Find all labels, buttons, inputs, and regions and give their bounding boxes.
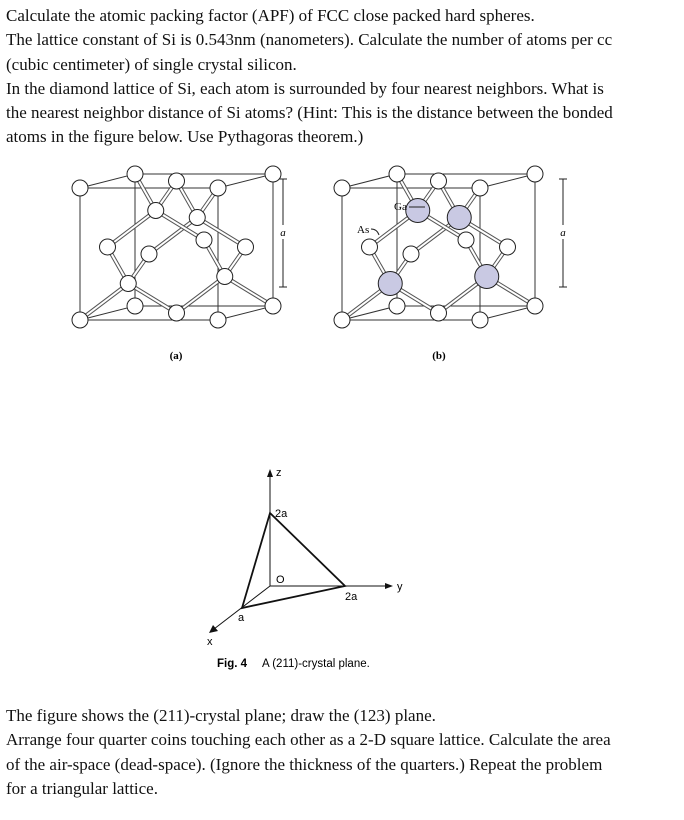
- atom: [127, 298, 143, 314]
- atom: [334, 180, 350, 196]
- question-line: for a triangular lattice.: [6, 778, 158, 798]
- ga-atom: [378, 272, 402, 296]
- question-line: (cubic centimeter) of single crystal silicon.: [6, 54, 297, 74]
- cube-edge: [80, 174, 135, 188]
- ga-atom: [475, 265, 499, 289]
- atom: [403, 246, 419, 262]
- question-line: Calculate the atomic packing factor (APF) of FCC close packed hard spheres.: [6, 6, 535, 25]
- cube-edge: [480, 174, 535, 188]
- atom: [210, 312, 226, 328]
- dimension-label: a: [280, 227, 286, 239]
- z-intercept-label: 2a: [275, 508, 288, 520]
- atom: [72, 312, 88, 328]
- atom: [238, 239, 254, 255]
- panel-b-label: (b): [432, 350, 446, 362]
- y-intercept-label: 2a: [345, 591, 358, 603]
- atom: [120, 276, 136, 292]
- atom: [389, 166, 405, 182]
- atom: [431, 305, 447, 321]
- atom: [265, 298, 281, 314]
- atom: [210, 180, 226, 196]
- atom: [100, 239, 116, 255]
- ga-label: Ga: [394, 201, 407, 213]
- dimension-marker-a: [279, 179, 567, 287]
- panel-a-label: (a): [169, 350, 183, 362]
- atom: [472, 180, 488, 196]
- atom: [217, 269, 233, 285]
- atom: [527, 166, 543, 182]
- diamond-lattice-figure-a: [72, 166, 281, 328]
- atom: [141, 246, 157, 262]
- zincblende-lattice-figure-b: [334, 166, 543, 328]
- atom: [527, 298, 543, 314]
- atom: [169, 305, 185, 321]
- question-line: of the air-space (dead-space). (Ignore the thickness of the quarters.) Repeat the problem: [6, 754, 603, 774]
- dimension-label: a: [560, 227, 566, 239]
- question-line: In the diamond lattice of Si, each atom is surrounded by four nearest neighbors. What is: [6, 78, 604, 98]
- question-line: Arrange four quarter coins touching each other as a 2-D square lattice. Calculate the area: [6, 730, 611, 750]
- as-label: As: [357, 224, 370, 236]
- question-line: The figure shows the (211)-crystal plane; draw the (123) plane.: [6, 706, 436, 725]
- atom: [189, 210, 205, 226]
- cube-edge: [342, 174, 397, 188]
- z-axis-label: z: [276, 467, 282, 479]
- question-line: atoms in the figure below. Use Pythagoras theorem.): [6, 127, 364, 147]
- bond-highlight: [80, 284, 128, 321]
- figure-caption-number: Fig. 4: [217, 658, 248, 670]
- question-line: the nearest neighbor distance of Si atoms? (Hint: This is the distance between the bonded: [6, 103, 613, 123]
- atom: [362, 239, 378, 255]
- figure-caption-text: A (211)-crystal plane.: [262, 658, 370, 670]
- crystal-plane-diagram: [209, 469, 393, 633]
- question-line: The lattice constant of Si is 0.543nm (nanometers). Calculate the number of atoms per cc: [6, 30, 613, 50]
- atom: [148, 203, 164, 219]
- origin-label: O: [276, 574, 285, 586]
- x-intercept-label: a: [238, 612, 245, 624]
- atom: [334, 312, 350, 328]
- cube-edge: [480, 306, 535, 320]
- atom: [389, 298, 405, 314]
- ga-atom: [406, 199, 430, 223]
- questions-bottom: [6, 704, 678, 801]
- cube-edge: [218, 306, 273, 320]
- atom: [265, 166, 281, 182]
- atom: [127, 166, 143, 182]
- atom: [472, 312, 488, 328]
- atom: [431, 173, 447, 189]
- x-axis-label: x: [207, 636, 213, 648]
- atom: [169, 173, 185, 189]
- atom: [500, 239, 516, 255]
- ga-atom: [447, 206, 471, 230]
- cube-edge: [218, 174, 273, 188]
- atom: [72, 180, 88, 196]
- y-axis-label: y: [397, 581, 403, 593]
- atom: [196, 232, 212, 248]
- atom: [458, 232, 474, 248]
- bond-highlight: [108, 211, 156, 248]
